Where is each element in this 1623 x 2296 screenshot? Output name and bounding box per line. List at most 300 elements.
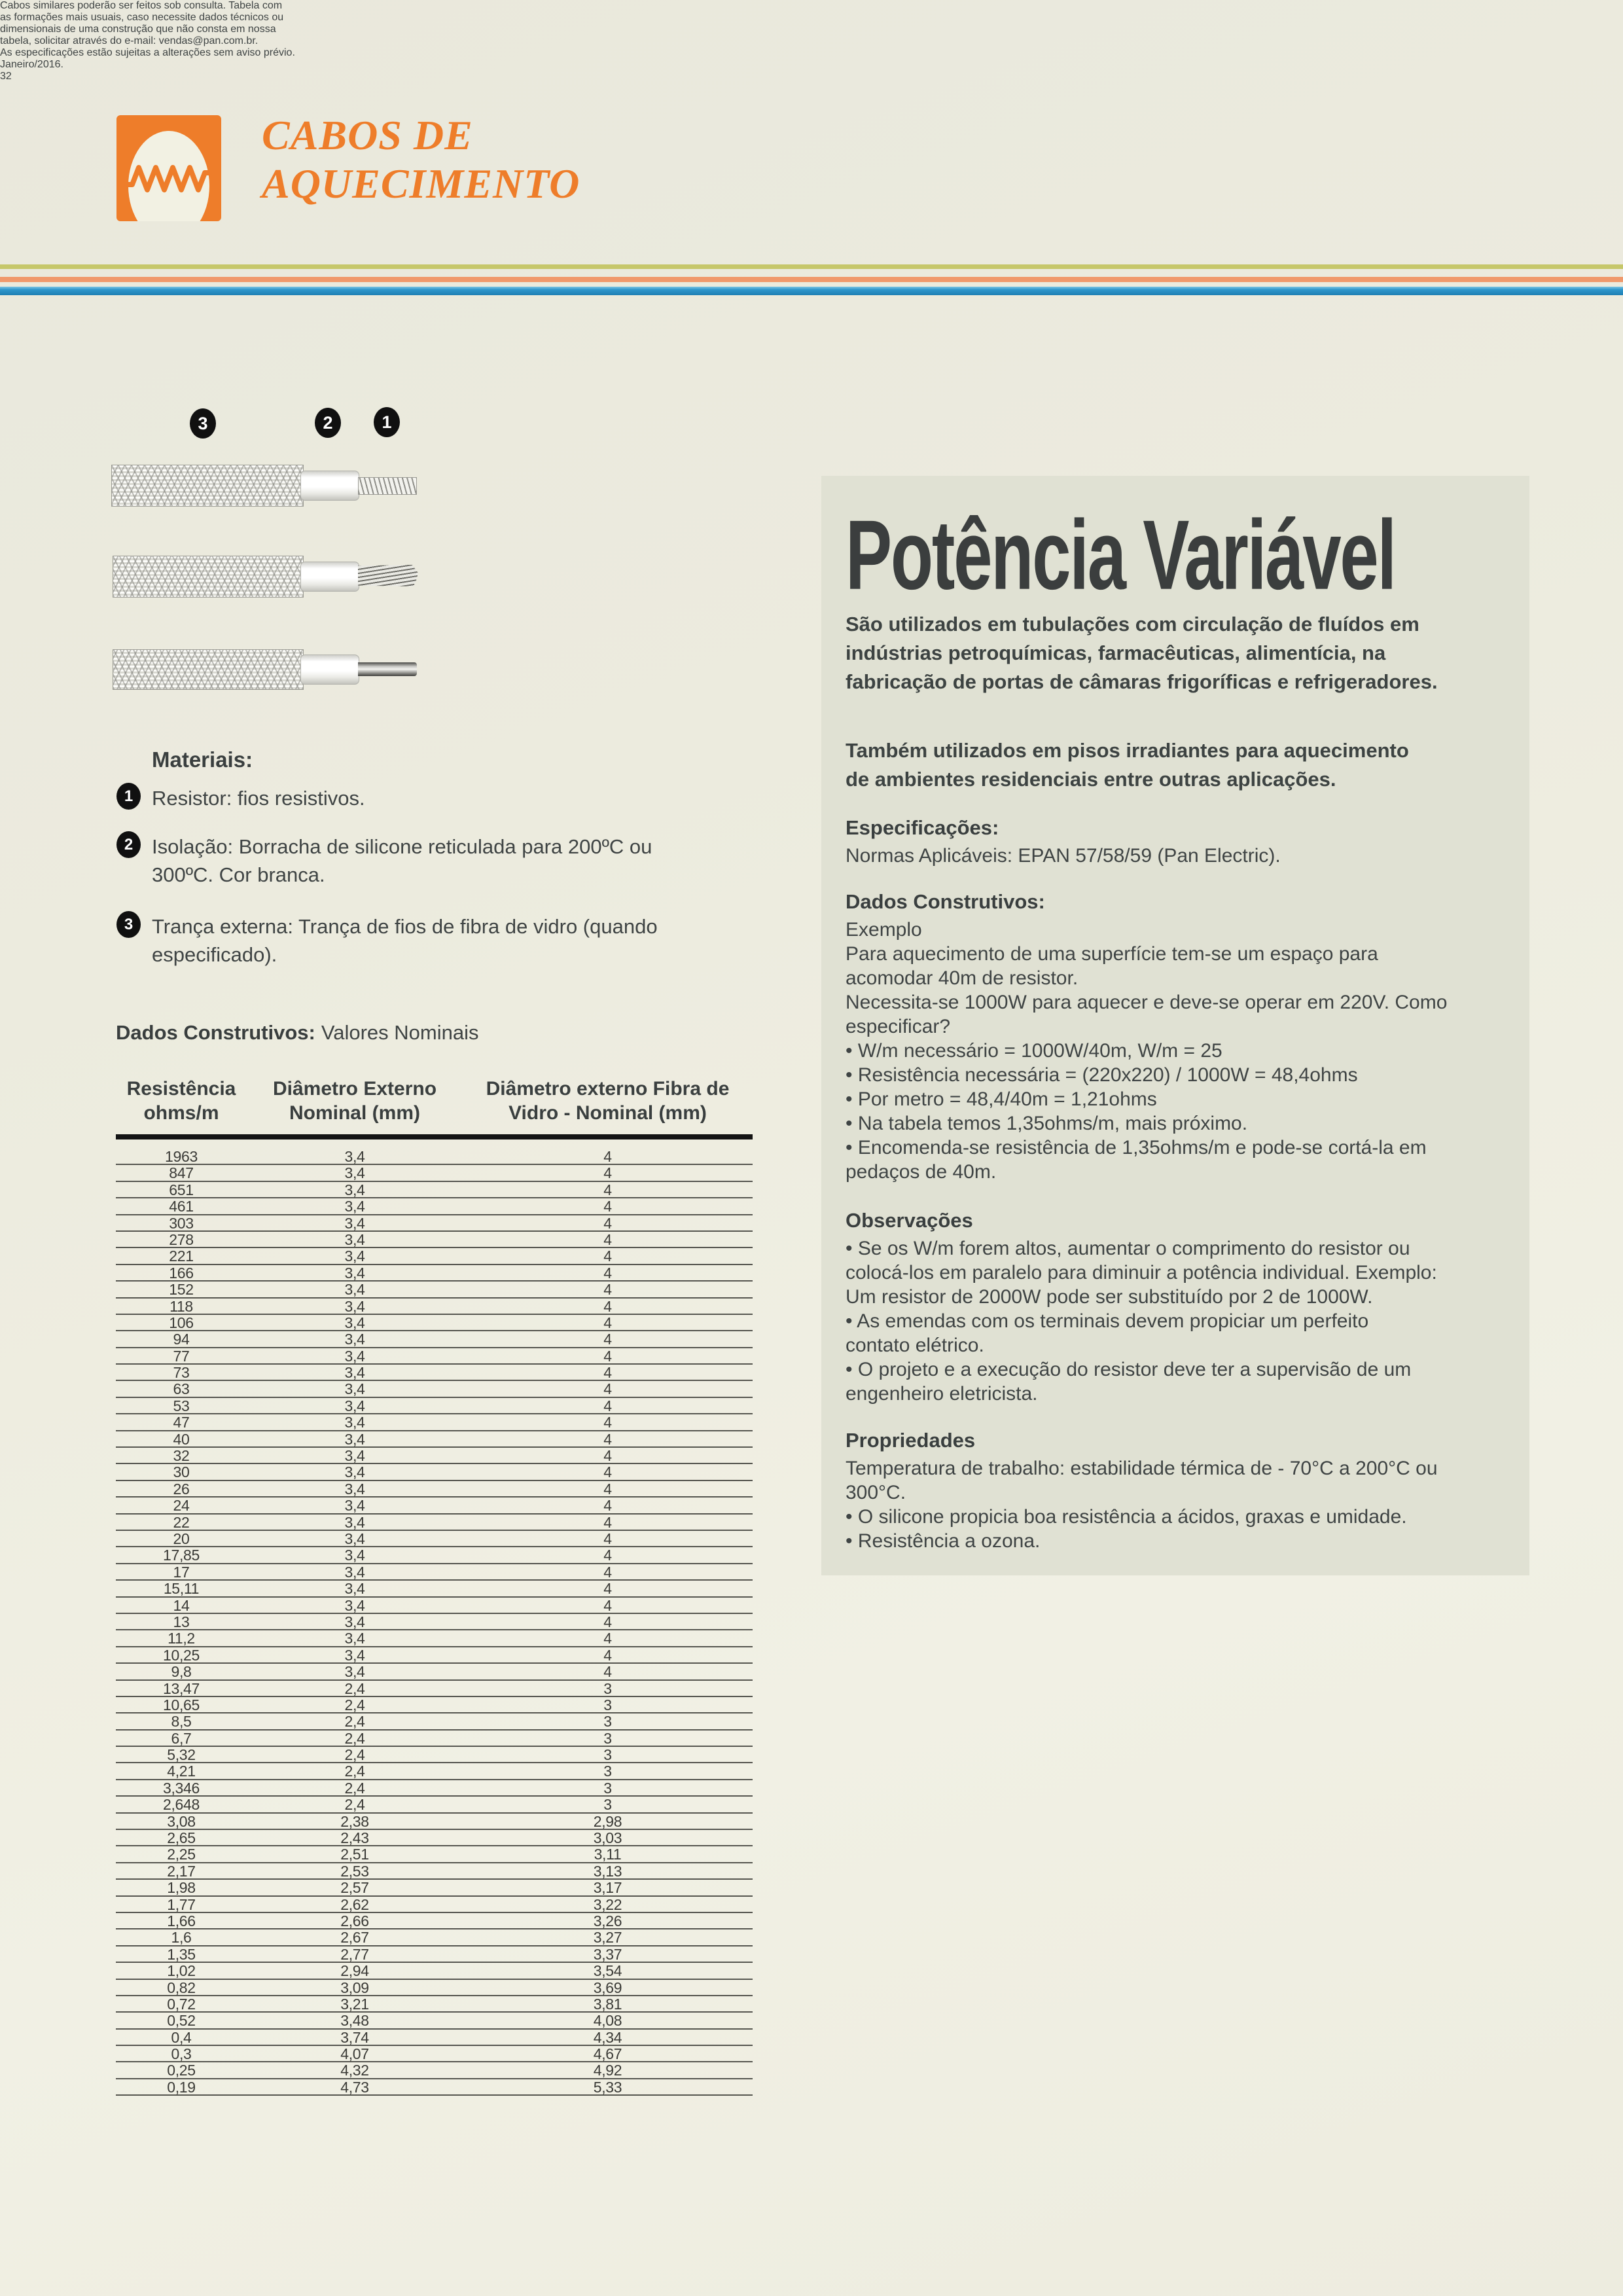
cell-resistencia: 9,8 bbox=[171, 1663, 192, 1681]
cell-diametro-externo: 3,4 bbox=[344, 1447, 365, 1465]
cell-resistencia: 1,6 bbox=[171, 1929, 192, 1946]
cell-resistencia: 0,72 bbox=[167, 1995, 196, 2013]
cell-diametro-fibra: 3,26 bbox=[593, 1912, 622, 1929]
footer-note-line: dimensionais de uma construção que não consta em nossa bbox=[0, 24, 276, 35]
material-text-2 bbox=[152, 833, 652, 889]
cell-diametro-externo: 3,4 bbox=[344, 1580, 365, 1598]
table-row bbox=[116, 2030, 753, 2046]
table-row bbox=[116, 1299, 753, 1315]
page-title-line2: AQUECIMENTO bbox=[262, 160, 580, 207]
cell-resistencia: 14 bbox=[173, 1596, 190, 1614]
cell-resistencia: 1963 bbox=[165, 1148, 198, 1165]
observacoes-line: • As emendas com os terminais devem propiciar um perfeito bbox=[846, 1310, 1369, 1332]
table-row bbox=[116, 1797, 753, 1813]
potencia-variavel-panel bbox=[821, 476, 1529, 1575]
page-title-line1: CABOS DE bbox=[262, 112, 473, 158]
panel-intro-line: indústrias petroquímicas, farmacêuticas, alimentícia, na bbox=[846, 641, 1386, 664]
cell-resistencia: 6,7 bbox=[171, 1729, 192, 1747]
cell-diametro-fibra: 3,17 bbox=[593, 1879, 622, 1897]
cell-resistencia: 22 bbox=[173, 1513, 190, 1531]
cable2-braid bbox=[113, 556, 304, 598]
table-caption-bold: Dados Construtivos: bbox=[116, 1021, 315, 1044]
cell-diametro-fibra: 3 bbox=[603, 1746, 612, 1764]
page-number-bar bbox=[0, 71, 1623, 82]
cable3-conductor bbox=[358, 662, 417, 676]
table-row bbox=[116, 1165, 753, 1181]
observacoes-line: • Se os W/m forem altos, aumentar o comprimento do resistor ou bbox=[846, 1238, 1410, 1259]
table-row bbox=[116, 1515, 753, 1531]
cell-diametro-externo: 2,51 bbox=[340, 1846, 369, 1863]
cell-diametro-externo: 3,4 bbox=[344, 1547, 365, 1564]
cell-diametro-fibra: 3,27 bbox=[593, 1929, 622, 1946]
cell-resistencia: 10,65 bbox=[162, 1696, 200, 1713]
cell-diametro-externo: 3,4 bbox=[344, 1646, 365, 1664]
cell-diametro-fibra: 4 bbox=[603, 1247, 612, 1265]
cable1-conductor bbox=[358, 477, 417, 495]
cell-diametro-fibra: 4 bbox=[603, 1347, 612, 1365]
cell-resistencia: 303 bbox=[169, 1214, 194, 1232]
material-line: Trança externa: Trança de fios de fibra de vidro (quando bbox=[152, 915, 658, 938]
footer-note-line: As especificações estão sujeitas a alterações sem aviso prévio. bbox=[0, 47, 295, 58]
cell-diametro-fibra: 4 bbox=[603, 1530, 612, 1547]
cell-diametro-fibra: 4 bbox=[603, 1613, 612, 1630]
diagram-marker-1: 1 bbox=[374, 407, 400, 437]
cell-diametro-fibra: 3 bbox=[603, 1729, 612, 1747]
cell-diametro-fibra: 4 bbox=[603, 1380, 612, 1398]
cell-diametro-fibra: 4 bbox=[603, 1281, 612, 1299]
table-row bbox=[116, 1248, 753, 1265]
cell-diametro-fibra: 4 bbox=[603, 1547, 612, 1564]
col-header-diametro-fibra: Diâmetro externo Fibra de Vidro - Nominal (mm) bbox=[486, 1078, 730, 1124]
cell-diametro-externo: 2,4 bbox=[344, 1779, 365, 1797]
footer-note-line: tabela, solicitar através do e-mail: vendas@pan.com.br. bbox=[0, 35, 259, 46]
cable2-conductor bbox=[358, 565, 418, 586]
table-row bbox=[116, 1897, 753, 1913]
cell-diametro-fibra: 4 bbox=[603, 1230, 612, 1248]
cell-diametro-fibra: 4 bbox=[603, 1580, 612, 1598]
material-text-1 bbox=[152, 784, 365, 812]
cell-diametro-fibra: 4 bbox=[603, 1364, 612, 1382]
cell-diametro-externo: 2,62 bbox=[340, 1895, 369, 1913]
footer-note-line: as formações mais usuais, caso necessite dados técnicos ou bbox=[0, 12, 284, 23]
cell-resistencia: 30 bbox=[173, 1463, 190, 1481]
table-row bbox=[116, 1331, 753, 1348]
table-row bbox=[116, 1731, 753, 1747]
table-row bbox=[116, 1946, 753, 1963]
table-row bbox=[116, 1198, 753, 1215]
cell-diametro-externo: 3,4 bbox=[344, 1480, 365, 1498]
panel-intro-line: de ambientes residenciais entre outras aplicações. bbox=[846, 768, 1336, 791]
material-marker-3: 3 bbox=[116, 911, 141, 938]
cell-diametro-externo: 3,4 bbox=[344, 1663, 365, 1681]
material-line: 300ºC. Cor branca. bbox=[152, 863, 325, 886]
cell-diametro-externo: 3,4 bbox=[344, 1430, 365, 1448]
panel-intro-1 bbox=[846, 610, 1438, 696]
propriedades-line: 300°C. bbox=[846, 1482, 906, 1503]
observacoes-line: Um resistor de 2000W pode ser substituído por 2 de 1000W. bbox=[846, 1286, 1373, 1308]
cell-resistencia: 53 bbox=[173, 1397, 190, 1414]
resistor-coil-icon bbox=[116, 115, 221, 221]
especificacoes-text bbox=[846, 844, 1281, 868]
material-line: Resistor: fios resistivos. bbox=[152, 787, 365, 810]
cell-diametro-externo: 3,4 bbox=[344, 1563, 365, 1581]
cell-resistencia: 11,2 bbox=[168, 1630, 195, 1647]
table-row bbox=[116, 1664, 753, 1680]
cell-diametro-externo: 3,74 bbox=[340, 2028, 369, 2046]
footer-note-line: Janeiro/2016. bbox=[0, 59, 63, 70]
table-body bbox=[116, 1149, 753, 2096]
cell-resistencia: 221 bbox=[169, 1247, 194, 1265]
cell-diametro-externo: 3,4 bbox=[344, 1530, 365, 1547]
dados-line: acomodar 40m de resistor. bbox=[846, 967, 1079, 989]
material-marker-1: 1 bbox=[116, 783, 141, 810]
cell-resistencia: 651 bbox=[169, 1181, 194, 1198]
cell-diametro-fibra: 4 bbox=[603, 1148, 612, 1165]
cell-diametro-externo: 3,4 bbox=[344, 1596, 365, 1614]
table-row bbox=[116, 1913, 753, 1929]
cell-diametro-fibra: 3 bbox=[603, 1796, 612, 1814]
cell-diametro-externo: 2,4 bbox=[344, 1713, 365, 1731]
material-line: Isolação: Borracha de silicone reticulada para 200ºC ou bbox=[152, 835, 652, 858]
dados-line: • Por metro = 48,4/40m = 1,21ohms bbox=[846, 1088, 1157, 1110]
dados-line: Para aquecimento de uma superfície tem-se um espaço para bbox=[846, 943, 1378, 965]
cell-diametro-fibra: 3,69 bbox=[593, 1979, 622, 1996]
cell-resistencia: 1,35 bbox=[167, 1945, 196, 1963]
cell-resistencia: 4,21 bbox=[167, 1763, 196, 1780]
panel-intro-line: São utilizados em tubulações com circulação de fluídos em bbox=[846, 613, 1419, 636]
dados-line: • Na tabela temos 1,35ohms/m, mais próximo. bbox=[846, 1113, 1248, 1134]
cell-resistencia: 0,25 bbox=[167, 2062, 196, 2079]
cell-resistencia: 461 bbox=[169, 1198, 194, 1215]
cell-resistencia: 5,32 bbox=[167, 1746, 196, 1764]
table-row bbox=[116, 1265, 753, 1282]
cell-resistencia: 0,19 bbox=[167, 2078, 196, 2096]
cell-resistencia: 2,65 bbox=[167, 1829, 196, 1847]
cell-resistencia: 40 bbox=[173, 1430, 190, 1448]
table-row bbox=[116, 1780, 753, 1797]
divider-blue bbox=[0, 287, 1623, 295]
cell-diametro-externo: 3,4 bbox=[344, 1214, 365, 1232]
material-item-1 bbox=[116, 784, 365, 812]
table-row bbox=[116, 1215, 753, 1232]
cell-diametro-externo: 3,4 bbox=[344, 1148, 365, 1165]
cell-diametro-fibra: 4 bbox=[603, 1447, 612, 1465]
cell-diametro-fibra: 4 bbox=[603, 1164, 612, 1182]
cell-diametro-fibra: 4,08 bbox=[593, 2012, 622, 2030]
cable1-braid bbox=[111, 465, 304, 507]
cell-diametro-externo: 3,4 bbox=[344, 1314, 365, 1331]
table-row bbox=[116, 2062, 753, 2079]
page-number: 32 bbox=[0, 71, 12, 82]
cable3-braid bbox=[113, 649, 304, 690]
cell-diametro-externo: 2,4 bbox=[344, 1679, 365, 1697]
material-line: especificado). bbox=[152, 943, 277, 966]
cell-diametro-fibra: 5,33 bbox=[593, 2078, 622, 2096]
table-row bbox=[116, 2079, 753, 2096]
cell-resistencia: 47 bbox=[173, 1414, 190, 1431]
cell-resistencia: 2,17 bbox=[167, 1862, 196, 1880]
table-row bbox=[116, 1846, 753, 1863]
cell-diametro-externo: 3,4 bbox=[344, 1347, 365, 1365]
cell-diametro-externo: 2,94 bbox=[340, 1962, 369, 1980]
cell-diametro-fibra: 4 bbox=[603, 1414, 612, 1431]
resistance-table bbox=[116, 1077, 753, 2096]
panel-intro-2 bbox=[846, 736, 1409, 794]
observacoes-line: colocá-los em paralelo para diminuir a potência individual. Exemplo: bbox=[846, 1262, 1437, 1283]
panel-title: Potência Variável bbox=[846, 500, 1395, 611]
propriedades-line: • O silicone propicia boa resistência a ácidos, graxas e umidade. bbox=[846, 1506, 1407, 1528]
cell-diametro-fibra: 4,92 bbox=[593, 2062, 622, 2079]
observacoes-heading: Observações bbox=[846, 1209, 973, 1232]
cell-resistencia: 8,5 bbox=[171, 1713, 192, 1731]
table-row bbox=[116, 1713, 753, 1730]
cell-resistencia: 1,02 bbox=[167, 1962, 196, 1980]
col-header-diametro-externo: Diâmetro Externo Nominal (mm) bbox=[272, 1078, 437, 1124]
table-row bbox=[116, 1830, 753, 1846]
cell-diametro-externo: 3,4 bbox=[344, 1181, 365, 1198]
cell-diametro-fibra: 4 bbox=[603, 1630, 612, 1647]
table-row bbox=[116, 1232, 753, 1248]
observacoes-line: • O projeto e a execução do resistor deve ter a supervisão de um bbox=[846, 1359, 1412, 1380]
table-header-row bbox=[116, 1077, 753, 1125]
cell-resistencia: 17 bbox=[173, 1563, 190, 1581]
table-row bbox=[116, 1980, 753, 1996]
cell-resistencia: 2,648 bbox=[162, 1796, 200, 1814]
dados-construtivos-heading: Dados Construtivos: bbox=[846, 890, 1045, 913]
table-row bbox=[116, 1747, 753, 1763]
cell-diametro-externo: 2,43 bbox=[340, 1829, 369, 1847]
cell-diametro-externo: 2,38 bbox=[340, 1812, 369, 1830]
cell-resistencia: 20 bbox=[173, 1530, 190, 1547]
cell-diametro-fibra: 4 bbox=[603, 1497, 612, 1515]
cell-resistencia: 166 bbox=[169, 1264, 194, 1282]
cell-resistencia: 3,346 bbox=[162, 1779, 200, 1797]
cell-resistencia: 94 bbox=[173, 1331, 190, 1348]
table-caption-rest: Valores Nominais bbox=[321, 1021, 479, 1044]
table-row bbox=[116, 1763, 753, 1780]
cell-resistencia: 118 bbox=[169, 1297, 193, 1315]
observacoes-text bbox=[846, 1236, 1437, 1406]
table-row bbox=[116, 1531, 753, 1547]
cell-resistencia: 13,47 bbox=[162, 1679, 200, 1697]
divider-olive bbox=[0, 264, 1623, 269]
cell-diametro-externo: 2,4 bbox=[344, 1696, 365, 1713]
cell-resistencia: 0,82 bbox=[167, 1979, 196, 1996]
dados-line: Necessita-se 1000W para aquecer e deve-se operar em 220V. Como bbox=[846, 992, 1448, 1013]
cell-diametro-fibra: 3,81 bbox=[593, 1995, 622, 2013]
dados-construtivos-text bbox=[846, 918, 1447, 1184]
cell-resistencia: 32 bbox=[173, 1447, 190, 1465]
cell-diametro-fibra: 4 bbox=[603, 1314, 612, 1331]
cell-diametro-fibra: 4 bbox=[603, 1264, 612, 1282]
cell-diametro-externo: 2,4 bbox=[344, 1729, 365, 1747]
cell-diametro-externo: 4,73 bbox=[340, 2078, 369, 2096]
panel-intro-line: Também utilizados em pisos irradiantes para aquecimento bbox=[846, 739, 1409, 762]
table-header-rule bbox=[116, 1134, 753, 1139]
cell-diametro-fibra: 3 bbox=[603, 1696, 612, 1713]
propriedades-line: • Resistência a ozona. bbox=[846, 1530, 1041, 1552]
cell-diametro-fibra: 4 bbox=[603, 1331, 612, 1348]
cell-diametro-externo: 3,4 bbox=[344, 1613, 365, 1630]
cell-resistencia: 2,25 bbox=[167, 1846, 196, 1863]
cell-diametro-fibra: 2,98 bbox=[593, 1812, 622, 1830]
cell-diametro-fibra: 3,13 bbox=[593, 1862, 622, 1880]
cell-resistencia: 1,66 bbox=[167, 1912, 196, 1929]
cell-resistencia: 73 bbox=[173, 1364, 190, 1382]
cell-diametro-externo: 3,4 bbox=[344, 1463, 365, 1481]
dados-line: Exemplo bbox=[846, 919, 922, 941]
cell-resistencia: 10,25 bbox=[162, 1646, 200, 1664]
cell-diametro-externo: 2,66 bbox=[340, 1912, 369, 1929]
cell-resistencia: 0,4 bbox=[171, 2028, 192, 2046]
cell-diametro-externo: 3,4 bbox=[344, 1331, 365, 1348]
table-row bbox=[116, 1929, 753, 1946]
cable2-insulation bbox=[300, 562, 359, 592]
cell-resistencia: 24 bbox=[173, 1497, 190, 1515]
table-row bbox=[116, 1448, 753, 1464]
table-row bbox=[116, 1182, 753, 1198]
observacoes-line: engenheiro eletricista. bbox=[846, 1383, 1038, 1405]
cell-diametro-fibra: 4,67 bbox=[593, 2045, 622, 2063]
table-row bbox=[116, 1814, 753, 1830]
cell-resistencia: 15,11 bbox=[163, 1580, 200, 1598]
materials-heading: Materiais: bbox=[152, 747, 253, 772]
table-row bbox=[116, 1647, 753, 1664]
cell-diametro-externo: 2,4 bbox=[344, 1746, 365, 1764]
cell-diametro-externo: 3,4 bbox=[344, 1198, 365, 1215]
table-row bbox=[116, 1464, 753, 1480]
cell-diametro-externo: 3,4 bbox=[344, 1414, 365, 1431]
cell-resistencia: 26 bbox=[173, 1480, 190, 1498]
cell-diametro-fibra: 4 bbox=[603, 1563, 612, 1581]
cell-diametro-externo: 3,4 bbox=[344, 1513, 365, 1531]
table-row bbox=[116, 1697, 753, 1713]
cell-diametro-fibra: 3,22 bbox=[593, 1895, 622, 1913]
diagram-marker-2: 2 bbox=[315, 408, 341, 438]
cell-diametro-externo: 2,53 bbox=[340, 1862, 369, 1880]
cell-resistencia: 278 bbox=[169, 1230, 194, 1248]
material-item-2 bbox=[116, 833, 652, 889]
propriedades-heading: Propriedades bbox=[846, 1429, 976, 1452]
cell-diametro-externo: 3,4 bbox=[344, 1297, 365, 1315]
table-row bbox=[116, 1381, 753, 1397]
cell-diametro-externo: 2,4 bbox=[344, 1763, 365, 1780]
cell-resistencia: 0,3 bbox=[171, 2045, 192, 2063]
cell-diametro-externo: 3,4 bbox=[344, 1364, 365, 1382]
cell-diametro-externo: 3,4 bbox=[344, 1164, 365, 1182]
cell-diametro-fibra: 4 bbox=[603, 1463, 612, 1481]
especificacoes-line: Normas Aplicáveis: EPAN 57/58/59 (Pan Electric). bbox=[846, 845, 1281, 867]
cell-diametro-fibra: 3 bbox=[603, 1679, 612, 1697]
cell-diametro-externo: 4,32 bbox=[340, 2062, 369, 2079]
table-row bbox=[116, 1398, 753, 1414]
cell-diametro-externo: 3,4 bbox=[344, 1497, 365, 1515]
cell-diametro-fibra: 4 bbox=[603, 1596, 612, 1614]
cell-diametro-externo: 3,4 bbox=[344, 1264, 365, 1282]
col-header-resistencia: Resistência ohms/m bbox=[126, 1078, 236, 1124]
table-row bbox=[116, 2013, 753, 2029]
cell-resistencia: 1,77 bbox=[167, 1895, 196, 1913]
table-row bbox=[116, 1498, 753, 1514]
table-caption bbox=[116, 1021, 479, 1045]
cell-resistencia: 0,52 bbox=[167, 2012, 196, 2030]
table-row bbox=[116, 1681, 753, 1697]
footer-note bbox=[0, 0, 1623, 71]
cell-resistencia: 1,98 bbox=[167, 1879, 196, 1897]
cell-resistencia: 847 bbox=[169, 1164, 194, 1182]
dados-line: especificar? bbox=[846, 1016, 951, 1037]
cell-resistencia: 152 bbox=[169, 1281, 194, 1299]
table-row bbox=[116, 1149, 753, 1165]
table-row bbox=[116, 1963, 753, 1979]
cell-diametro-externo: 3,4 bbox=[344, 1630, 365, 1647]
cell-diametro-externo: 3,48 bbox=[340, 2012, 369, 2030]
table-row bbox=[116, 1863, 753, 1880]
cell-diametro-fibra: 4,34 bbox=[593, 2028, 622, 2046]
cell-diametro-fibra: 3 bbox=[603, 1779, 612, 1797]
cell-resistencia: 13 bbox=[173, 1613, 190, 1630]
cell-diametro-fibra: 4 bbox=[603, 1480, 612, 1498]
page-title bbox=[262, 111, 580, 208]
cell-diametro-fibra: 4 bbox=[603, 1297, 612, 1315]
cell-diametro-fibra: 4 bbox=[603, 1663, 612, 1681]
cell-diametro-externo: 3,21 bbox=[340, 1995, 369, 2013]
cell-diametro-externo: 2,57 bbox=[340, 1879, 369, 1897]
table-row bbox=[116, 1614, 753, 1630]
cell-diametro-fibra: 3,03 bbox=[593, 1829, 622, 1847]
propriedades-text bbox=[846, 1456, 1438, 1553]
dados-line: pedaços de 40m. bbox=[846, 1161, 997, 1183]
material-item-3 bbox=[116, 912, 658, 969]
diagram-marker-3: 3 bbox=[190, 408, 216, 439]
cell-diametro-externo: 2,77 bbox=[340, 1945, 369, 1963]
table-row bbox=[116, 1996, 753, 2013]
cell-diametro-externo: 3,4 bbox=[344, 1281, 365, 1299]
table-row bbox=[116, 1880, 753, 1896]
cell-diametro-fibra: 4 bbox=[603, 1513, 612, 1531]
material-text-3 bbox=[152, 912, 658, 969]
table-row bbox=[116, 1598, 753, 1614]
cable1-insulation bbox=[300, 471, 359, 501]
especificacoes-heading: Especificações: bbox=[846, 816, 999, 839]
cell-resistencia: 77 bbox=[173, 1347, 190, 1365]
table-row bbox=[116, 2046, 753, 2062]
table-row bbox=[116, 1315, 753, 1331]
brand-logo bbox=[116, 115, 221, 221]
panel-intro-line: fabricação de portas de câmaras frigoríficas e refrigeradores. bbox=[846, 670, 1438, 693]
material-marker-2: 2 bbox=[116, 831, 141, 858]
table-row bbox=[116, 1630, 753, 1647]
cell-diametro-externo: 4,07 bbox=[340, 2045, 369, 2063]
cable3-insulation bbox=[300, 655, 359, 685]
cell-diametro-fibra: 3 bbox=[603, 1763, 612, 1780]
cell-diametro-fibra: 4 bbox=[603, 1397, 612, 1414]
table-row bbox=[116, 1431, 753, 1448]
cell-diametro-fibra: 3,54 bbox=[593, 1962, 622, 1980]
cell-diametro-fibra: 3,11 bbox=[594, 1846, 622, 1863]
table-row bbox=[116, 1282, 753, 1298]
cell-diametro-externo: 3,4 bbox=[344, 1230, 365, 1248]
cell-diametro-fibra: 4 bbox=[603, 1198, 612, 1215]
cell-diametro-fibra: 4 bbox=[603, 1181, 612, 1198]
cell-diametro-fibra: 3 bbox=[603, 1713, 612, 1731]
table-row bbox=[116, 1547, 753, 1564]
table-row bbox=[116, 1348, 753, 1365]
cell-resistencia: 3,08 bbox=[167, 1812, 196, 1830]
divider-orange bbox=[0, 277, 1623, 282]
cell-diametro-fibra: 4 bbox=[603, 1646, 612, 1664]
cell-resistencia: 106 bbox=[169, 1314, 194, 1331]
